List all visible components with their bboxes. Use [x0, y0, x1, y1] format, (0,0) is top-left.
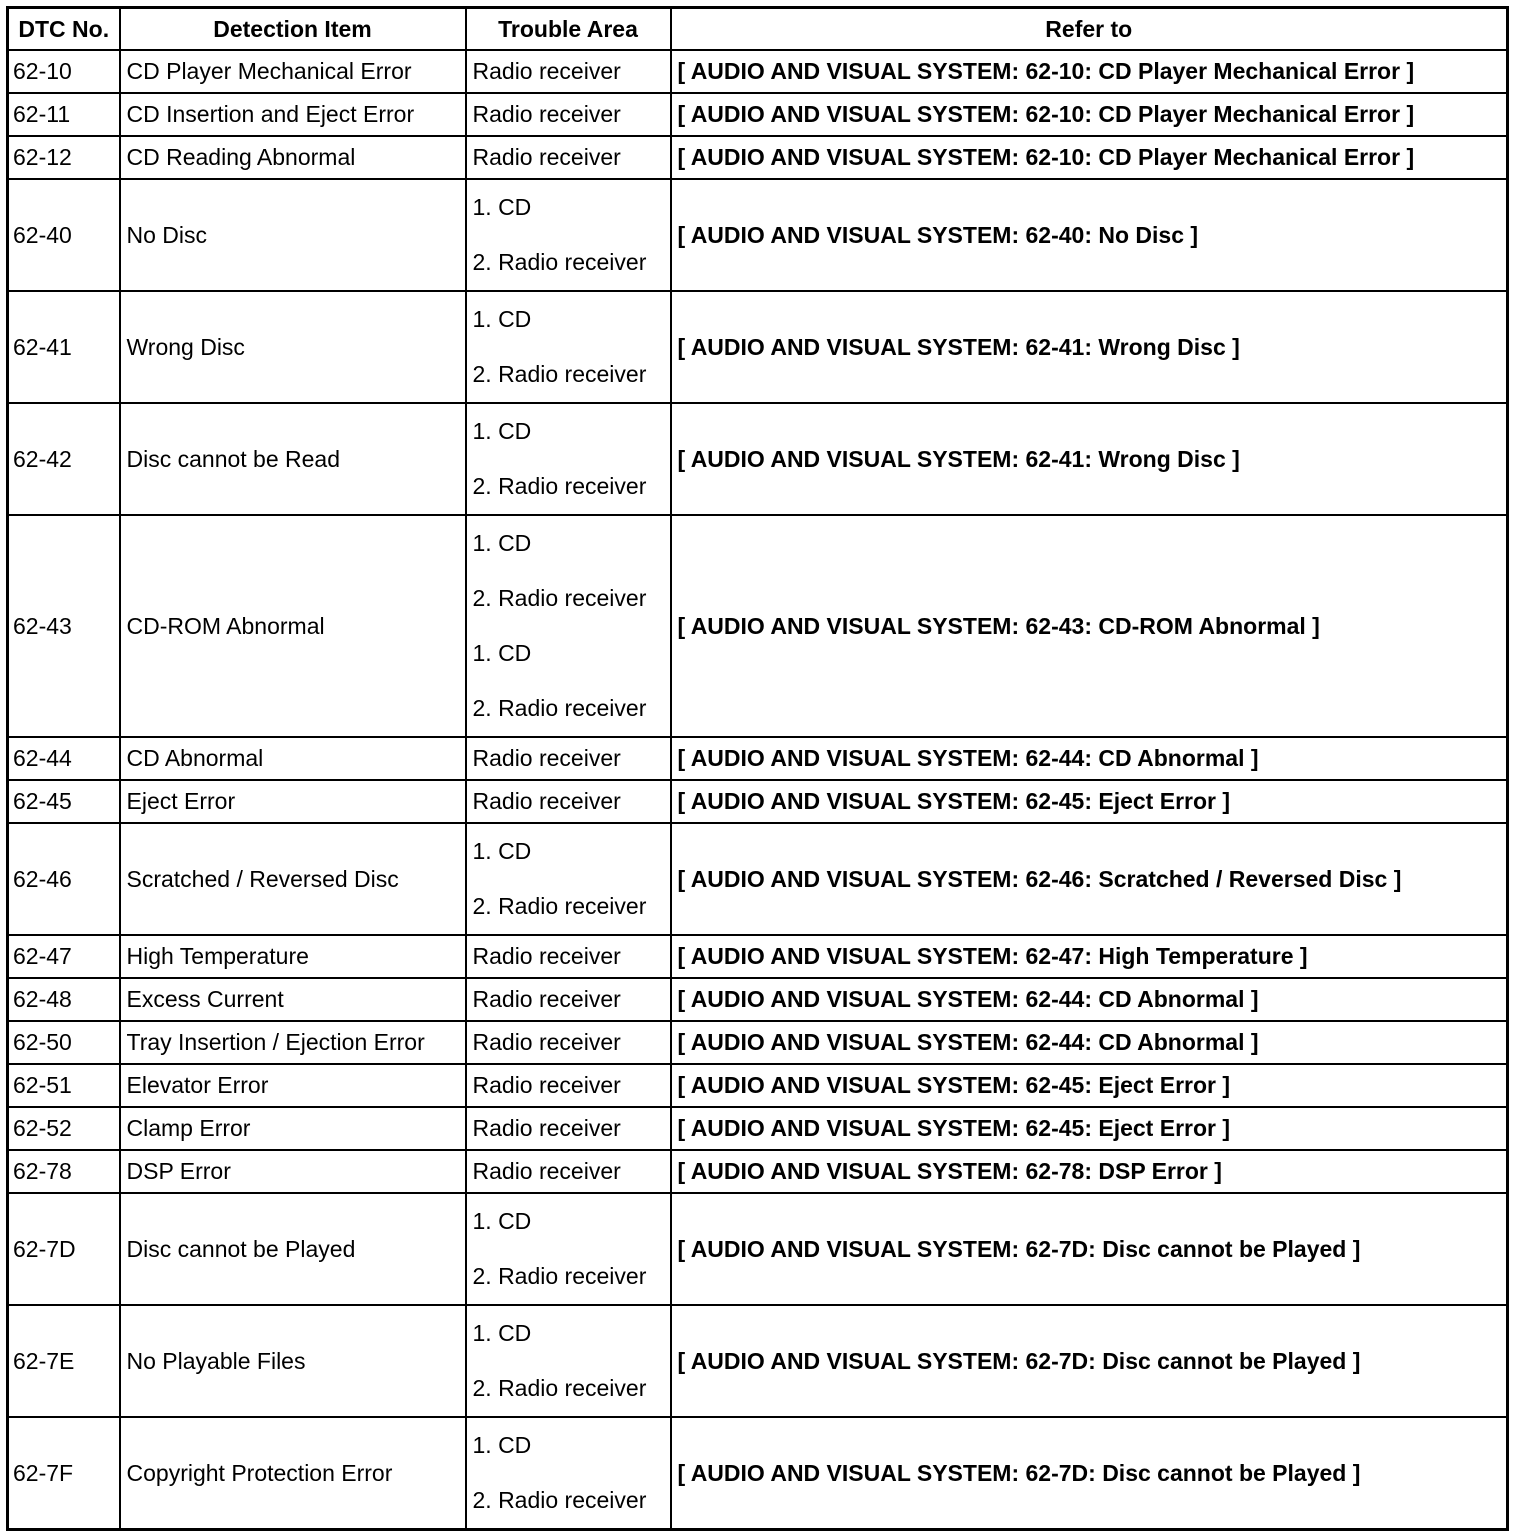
detection-item-cell: No Disc — [120, 179, 466, 291]
detection-item-cell: Disc cannot be Read — [120, 403, 466, 515]
refer-to-cell: [ AUDIO AND VISUAL SYSTEM: 62-45: Eject Error ] — [671, 1064, 1508, 1107]
trouble-area-line: 1. CD — [472, 418, 532, 444]
dtc-code-cell: 62-44 — [8, 737, 120, 780]
trouble-area-cell — [466, 1305, 671, 1417]
trouble-area-line: 2. Radio receiver — [472, 1487, 647, 1513]
trouble-area-line: 1. CD — [472, 194, 532, 220]
detection-item-cell: Wrong Disc — [120, 291, 466, 403]
detection-item-cell: Elevator Error — [120, 1064, 466, 1107]
trouble-area-line: Radio receiver — [472, 788, 621, 814]
dtc-code-cell: 62-11 — [8, 93, 120, 136]
refer-to-cell: [ AUDIO AND VISUAL SYSTEM: 62-40: No Disc ] — [671, 179, 1508, 291]
dtc-code-cell: 62-10 — [8, 50, 120, 93]
trouble-area-cell — [466, 136, 671, 179]
refer-to-cell: [ AUDIO AND VISUAL SYSTEM: 62-41: Wrong Disc ] — [671, 291, 1508, 403]
table-row — [8, 978, 1508, 1021]
dtc-code-cell: 62-52 — [8, 1107, 120, 1150]
trouble-area-cell — [466, 291, 671, 403]
refer-to-cell: [ AUDIO AND VISUAL SYSTEM: 62-10: CD Player Mechanical Error ] — [671, 136, 1508, 179]
trouble-area-cell — [466, 93, 671, 136]
dtc-code-cell: 62-7E — [8, 1305, 120, 1417]
header-refer-to: Refer to — [671, 8, 1508, 51]
table-row — [8, 515, 1508, 737]
detection-item-cell: CD-ROM Abnormal — [120, 515, 466, 737]
trouble-area-line: Radio receiver — [472, 1115, 621, 1141]
trouble-area-line: Radio receiver — [472, 943, 621, 969]
trouble-area-cell — [466, 50, 671, 93]
detection-item-cell: No Playable Files — [120, 1305, 466, 1417]
refer-to-cell: [ AUDIO AND VISUAL SYSTEM: 62-43: CD-ROM Abnormal ] — [671, 515, 1508, 737]
trouble-area-cell — [466, 1417, 671, 1530]
table-row — [8, 1305, 1508, 1417]
trouble-area-line: 2. Radio receiver — [472, 249, 647, 275]
trouble-area-line: Radio receiver — [472, 144, 621, 170]
trouble-area-line: 2. Radio receiver — [472, 1375, 647, 1401]
trouble-area-cell — [466, 1193, 671, 1305]
refer-to-cell: [ AUDIO AND VISUAL SYSTEM: 62-45: Eject Error ] — [671, 780, 1508, 823]
trouble-area-cell — [466, 179, 671, 291]
trouble-area-cell — [466, 935, 671, 978]
trouble-area-cell — [466, 978, 671, 1021]
refer-to-cell: [ AUDIO AND VISUAL SYSTEM: 62-78: DSP Error ] — [671, 1150, 1508, 1193]
trouble-area-line: Radio receiver — [472, 58, 621, 84]
trouble-area-cell — [466, 403, 671, 515]
trouble-area-line: 1. CD — [472, 306, 532, 332]
refer-to-cell: [ AUDIO AND VISUAL SYSTEM: 62-41: Wrong Disc ] — [671, 403, 1508, 515]
trouble-area-line: 2. Radio receiver — [472, 1263, 647, 1289]
header-trouble-area: Trouble Area — [466, 8, 671, 51]
trouble-area-cell — [466, 515, 671, 737]
detection-item-cell: Tray Insertion / Ejection Error — [120, 1021, 466, 1064]
table-row — [8, 179, 1508, 291]
trouble-area-line: Radio receiver — [472, 101, 621, 127]
refer-to-cell: [ AUDIO AND VISUAL SYSTEM: 62-7D: Disc cannot be Played ] — [671, 1193, 1508, 1305]
trouble-area-cell — [466, 1107, 671, 1150]
trouble-area-cell — [466, 1064, 671, 1107]
trouble-area-line: 1. CD — [472, 1208, 532, 1234]
dtc-code-cell: 62-42 — [8, 403, 120, 515]
trouble-area-line: 2. Radio receiver — [472, 893, 647, 919]
refer-to-cell: [ AUDIO AND VISUAL SYSTEM: 62-7D: Disc cannot be Played ] — [671, 1305, 1508, 1417]
table-row — [8, 935, 1508, 978]
trouble-area-line: 1. CD — [472, 1320, 532, 1346]
trouble-area-line: 1. CD — [472, 530, 532, 556]
refer-to-cell: [ AUDIO AND VISUAL SYSTEM: 62-10: CD Player Mechanical Error ] — [671, 93, 1508, 136]
detection-item-cell: CD Abnormal — [120, 737, 466, 780]
dtc-code-cell: 62-7F — [8, 1417, 120, 1530]
table-row — [8, 1150, 1508, 1193]
dtc-code-cell: 62-43 — [8, 515, 120, 737]
trouble-area-line: Radio receiver — [472, 745, 621, 771]
trouble-area-cell — [466, 737, 671, 780]
dtc-code-cell: 62-7D — [8, 1193, 120, 1305]
refer-to-cell: [ AUDIO AND VISUAL SYSTEM: 62-44: CD Abnormal ] — [671, 737, 1508, 780]
trouble-area-line: Radio receiver — [472, 986, 621, 1012]
header-detection-item: Detection Item — [120, 8, 466, 51]
detection-item-cell: Scratched / Reversed Disc — [120, 823, 466, 935]
trouble-area-cell — [466, 1021, 671, 1064]
table-row — [8, 823, 1508, 935]
table-header — [8, 8, 1508, 51]
dtc-table — [6, 6, 1509, 1531]
table-row — [8, 50, 1508, 93]
table-row — [8, 1021, 1508, 1064]
trouble-area-line: Radio receiver — [472, 1158, 621, 1184]
trouble-area-line: 2. Radio receiver — [472, 695, 647, 721]
trouble-area-line: 2. Radio receiver — [472, 585, 647, 611]
detection-item-cell: DSP Error — [120, 1150, 466, 1193]
dtc-code-cell: 62-41 — [8, 291, 120, 403]
dtc-code-cell: 62-12 — [8, 136, 120, 179]
detection-item-cell: Copyright Protection Error — [120, 1417, 466, 1530]
trouble-area-line: 1. CD — [472, 838, 532, 864]
dtc-code-cell: 62-78 — [8, 1150, 120, 1193]
trouble-area-cell — [466, 1150, 671, 1193]
table-row — [8, 403, 1508, 515]
table-row — [8, 737, 1508, 780]
trouble-area-line: 2. Radio receiver — [472, 361, 647, 387]
trouble-area-cell — [466, 780, 671, 823]
detection-item-cell: CD Insertion and Eject Error — [120, 93, 466, 136]
table-row — [8, 1417, 1508, 1530]
detection-item-cell: CD Reading Abnormal — [120, 136, 466, 179]
dtc-code-cell: 62-47 — [8, 935, 120, 978]
dtc-code-cell: 62-48 — [8, 978, 120, 1021]
table-body — [8, 50, 1508, 1530]
dtc-code-cell: 62-51 — [8, 1064, 120, 1107]
refer-to-cell: [ AUDIO AND VISUAL SYSTEM: 62-45: Eject Error ] — [671, 1107, 1508, 1150]
refer-to-cell: [ AUDIO AND VISUAL SYSTEM: 62-47: High Temperature ] — [671, 935, 1508, 978]
detection-item-cell: High Temperature — [120, 935, 466, 978]
table-row — [8, 136, 1508, 179]
trouble-area-line: 1. CD — [472, 640, 532, 666]
trouble-area-line: Radio receiver — [472, 1029, 621, 1055]
header-dtc-no: DTC No. — [8, 8, 120, 51]
detection-item-cell: Eject Error — [120, 780, 466, 823]
trouble-area-line: 2. Radio receiver — [472, 473, 647, 499]
trouble-area-cell — [466, 823, 671, 935]
refer-to-cell: [ AUDIO AND VISUAL SYSTEM: 62-44: CD Abnormal ] — [671, 978, 1508, 1021]
refer-to-cell: [ AUDIO AND VISUAL SYSTEM: 62-7D: Disc cannot be Played ] — [671, 1417, 1508, 1530]
detection-item-cell: Clamp Error — [120, 1107, 466, 1150]
dtc-code-cell: 62-45 — [8, 780, 120, 823]
table-row — [8, 780, 1508, 823]
trouble-area-line: 1. CD — [472, 1432, 532, 1458]
dtc-code-cell: 62-46 — [8, 823, 120, 935]
table-row — [8, 93, 1508, 136]
dtc-code-cell: 62-50 — [8, 1021, 120, 1064]
detection-item-cell: Excess Current — [120, 978, 466, 1021]
refer-to-cell: [ AUDIO AND VISUAL SYSTEM: 62-10: CD Player Mechanical Error ] — [671, 50, 1508, 93]
table-row — [8, 1193, 1508, 1305]
detection-item-cell: Disc cannot be Played — [120, 1193, 466, 1305]
detection-item-cell: CD Player Mechanical Error — [120, 50, 466, 93]
dtc-code-cell: 62-40 — [8, 179, 120, 291]
refer-to-cell: [ AUDIO AND VISUAL SYSTEM: 62-46: Scratched / Reversed Disc ] — [671, 823, 1508, 935]
table-row — [8, 1064, 1508, 1107]
table-row — [8, 291, 1508, 403]
header-row — [8, 8, 1508, 51]
table-row — [8, 1107, 1508, 1150]
refer-to-cell: [ AUDIO AND VISUAL SYSTEM: 62-44: CD Abnormal ] — [671, 1021, 1508, 1064]
trouble-area-line: Radio receiver — [472, 1072, 621, 1098]
